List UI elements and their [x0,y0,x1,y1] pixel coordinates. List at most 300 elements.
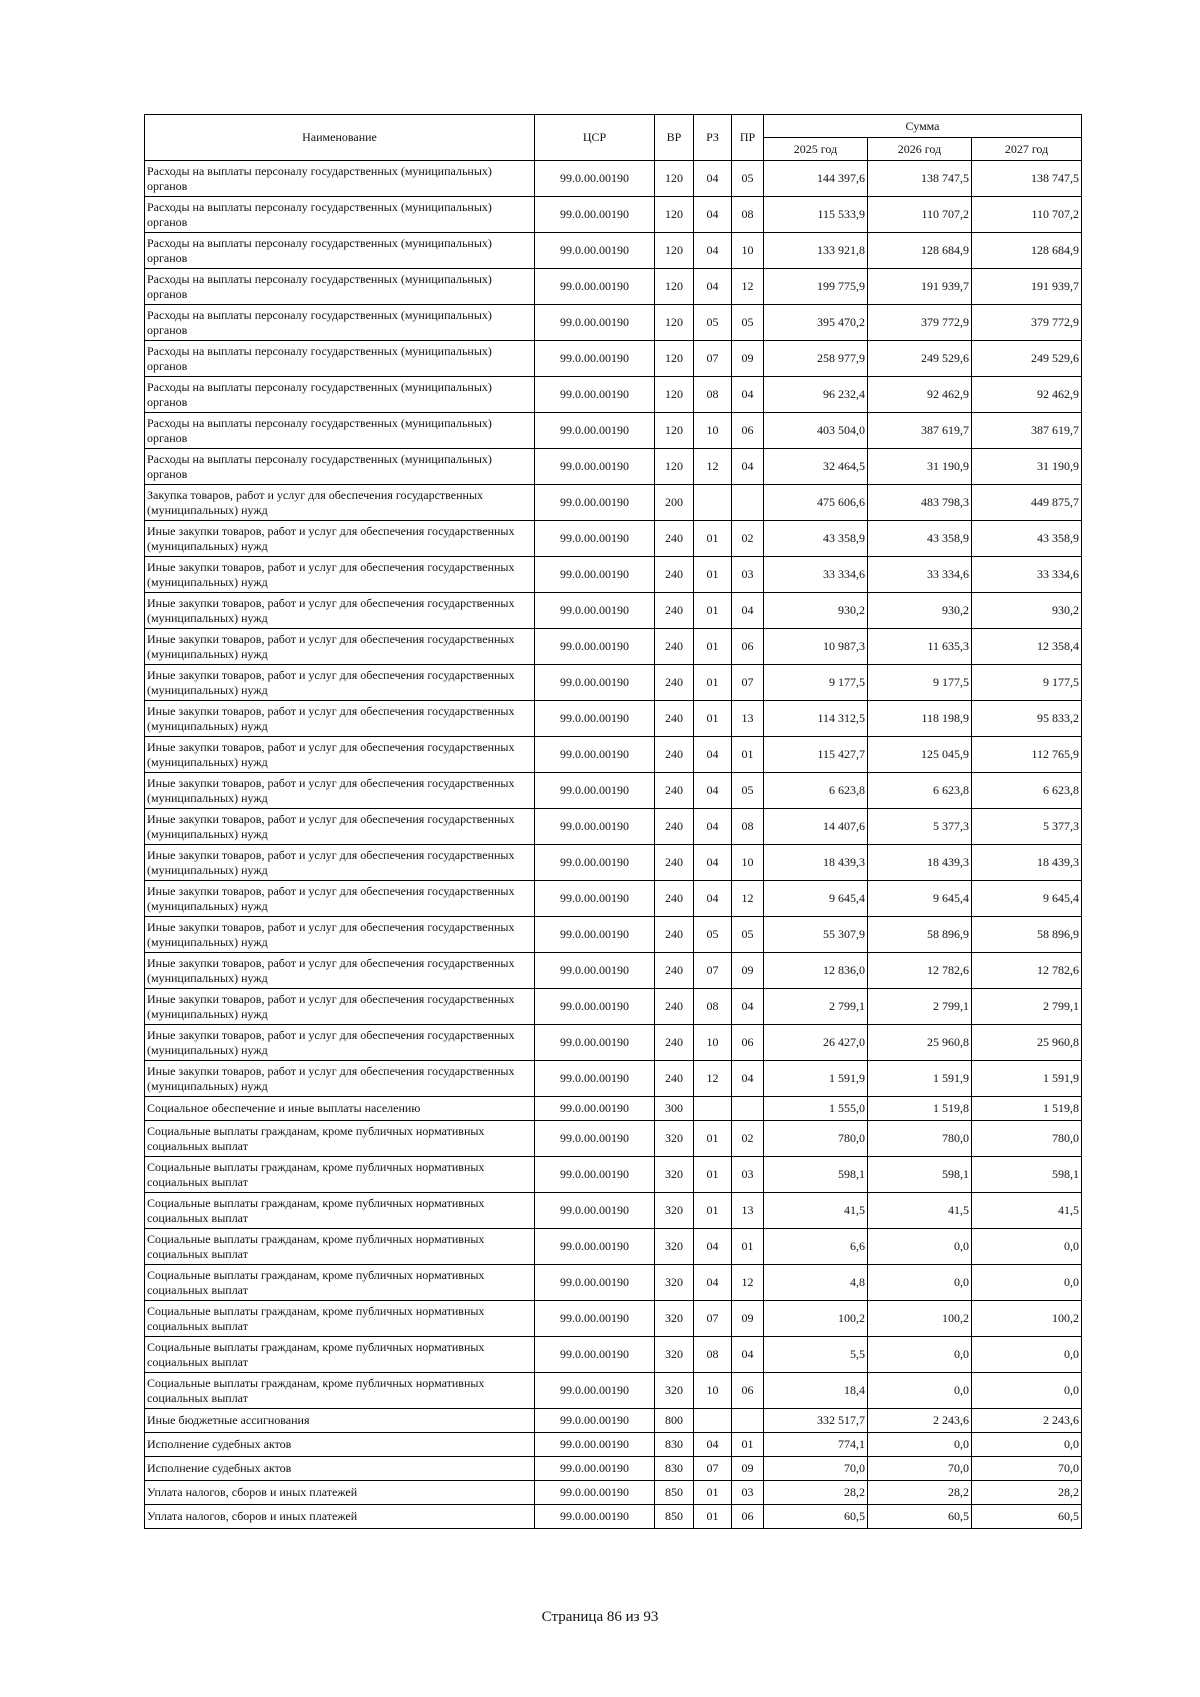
cell-2025: 114 312,5 [764,701,868,737]
cell-pr: 04 [732,593,764,629]
table-row [145,413,1082,449]
cell-2027: 100,2 [972,1301,1082,1337]
cell-2025: 133 921,8 [764,233,868,269]
cell-name: Расходы на выплаты персоналу государственных (муниципальных) органов [145,341,535,377]
cell-2026: 483 798,3 [868,485,972,521]
cell-csr: 99.0.00.00190 [535,953,655,989]
cell-name: Уплата налогов, сборов и иных платежей [145,1505,535,1529]
cell-rz: 01 [694,593,732,629]
cell-name: Иные закупки товаров, работ и услуг для обеспечения государственных (муниципальных) нужд [145,701,535,737]
cell-csr: 99.0.00.00190 [535,1505,655,1529]
cell-2025: 60,5 [764,1505,868,1529]
table-row [145,917,1082,953]
cell-2026: 5 377,3 [868,809,972,845]
cell-2027: 930,2 [972,593,1082,629]
cell-2026: 191 939,7 [868,269,972,305]
cell-2026: 18 439,3 [868,845,972,881]
cell-rz: 10 [694,413,732,449]
cell-2026: 138 747,5 [868,161,972,197]
table-row [145,665,1082,701]
cell-name: Иные закупки товаров, работ и услуг для обеспечения государственных (муниципальных) нужд [145,809,535,845]
cell-pr: 05 [732,305,764,341]
cell-csr: 99.0.00.00190 [535,1265,655,1301]
cell-csr: 99.0.00.00190 [535,1025,655,1061]
table-header [145,115,1082,161]
cell-vr: 240 [655,737,694,773]
cell-name: Расходы на выплаты персоналу государственных (муниципальных) органов [145,197,535,233]
cell-name: Социальное обеспечение и иные выплаты населению [145,1097,535,1121]
cell-csr: 99.0.00.00190 [535,161,655,197]
table-row [145,593,1082,629]
cell-name: Иные закупки товаров, работ и услуг для обеспечения государственных (муниципальных) нужд [145,845,535,881]
cell-2025: 32 464,5 [764,449,868,485]
table-row [145,1157,1082,1193]
cell-2027: 138 747,5 [972,161,1082,197]
cell-2026: 58 896,9 [868,917,972,953]
cell-csr: 99.0.00.00190 [535,1157,655,1193]
cell-pr: 05 [732,917,764,953]
cell-2026: 43 358,9 [868,521,972,557]
cell-2027: 1 519,8 [972,1097,1082,1121]
cell-2026: 780,0 [868,1121,972,1157]
cell-2026: 598,1 [868,1157,972,1193]
cell-2025: 115 427,7 [764,737,868,773]
cell-csr: 99.0.00.00190 [535,413,655,449]
cell-rz: 04 [694,269,732,305]
table-row [145,1337,1082,1373]
cell-2025: 18 439,3 [764,845,868,881]
table-row [145,845,1082,881]
cell-vr: 320 [655,1121,694,1157]
table-row [145,773,1082,809]
cell-csr: 99.0.00.00190 [535,1457,655,1481]
cell-2027: 9 645,4 [972,881,1082,917]
cell-2025: 6,6 [764,1229,868,1265]
table-row [145,1097,1082,1121]
cell-2026: 128 684,9 [868,233,972,269]
cell-2027: 18 439,3 [972,845,1082,881]
cell-vr: 120 [655,413,694,449]
cell-vr: 320 [655,1193,694,1229]
cell-rz: 10 [694,1025,732,1061]
cell-name: Иные закупки товаров, работ и услуг для обеспечения государственных (муниципальных) нужд [145,593,535,629]
header-year-2027: 2027 год [972,138,1082,161]
cell-rz: 10 [694,1373,732,1409]
cell-2025: 403 504,0 [764,413,868,449]
cell-2027: 6 623,8 [972,773,1082,809]
cell-2027: 780,0 [972,1121,1082,1157]
cell-rz: 05 [694,917,732,953]
cell-csr: 99.0.00.00190 [535,1121,655,1157]
cell-2025: 780,0 [764,1121,868,1157]
cell-pr: 10 [732,233,764,269]
cell-vr: 240 [655,629,694,665]
cell-pr: 02 [732,1121,764,1157]
cell-pr: 04 [732,989,764,1025]
cell-pr: 07 [732,665,764,701]
cell-name: Социальные выплаты гражданам, кроме публичных нормативных социальных выплат [145,1157,535,1193]
cell-2026: 2 799,1 [868,989,972,1025]
cell-csr: 99.0.00.00190 [535,773,655,809]
cell-name: Иные закупки товаров, работ и услуг для обеспечения государственных (муниципальных) нужд [145,737,535,773]
cell-2026: 930,2 [868,593,972,629]
cell-rz: 04 [694,161,732,197]
cell-name: Исполнение судебных актов [145,1457,535,1481]
cell-pr: 04 [732,1337,764,1373]
cell-csr: 99.0.00.00190 [535,557,655,593]
cell-2026: 0,0 [868,1433,972,1457]
cell-2026: 60,5 [868,1505,972,1529]
cell-2027: 60,5 [972,1505,1082,1529]
table-row [145,449,1082,485]
cell-csr: 99.0.00.00190 [535,485,655,521]
cell-name: Иные закупки товаров, работ и услуг для обеспечения государственных (муниципальных) нужд [145,881,535,917]
cell-vr: 240 [655,809,694,845]
cell-name: Иные закупки товаров, работ и услуг для обеспечения государственных (муниципальных) нужд [145,953,535,989]
cell-vr: 320 [655,1337,694,1373]
cell-2025: 41,5 [764,1193,868,1229]
cell-rz: 01 [694,1505,732,1529]
cell-csr: 99.0.00.00190 [535,305,655,341]
cell-2026: 9 645,4 [868,881,972,917]
cell-2027: 0,0 [972,1433,1082,1457]
table-row [145,989,1082,1025]
cell-vr: 320 [655,1229,694,1265]
table-row [145,1481,1082,1505]
header-year-2026: 2026 год [868,138,972,161]
cell-2026: 379 772,9 [868,305,972,341]
cell-csr: 99.0.00.00190 [535,1193,655,1229]
table-row [145,521,1082,557]
cell-name: Расходы на выплаты персоналу государственных (муниципальных) органов [145,233,535,269]
cell-vr: 120 [655,341,694,377]
cell-pr: 03 [732,1157,764,1193]
cell-pr: 06 [732,1025,764,1061]
cell-pr: 03 [732,1481,764,1505]
cell-vr: 120 [655,161,694,197]
cell-vr: 240 [655,701,694,737]
table-row [145,953,1082,989]
cell-2027: 2 799,1 [972,989,1082,1025]
cell-name: Иные закупки товаров, работ и услуг для обеспечения государственных (муниципальных) нужд [145,917,535,953]
cell-name: Иные бюджетные ассигнования [145,1409,535,1433]
table-row [145,485,1082,521]
cell-vr: 120 [655,377,694,413]
cell-2025: 70,0 [764,1457,868,1481]
cell-rz: 12 [694,1061,732,1097]
cell-name: Социальные выплаты гражданам, кроме публичных нормативных социальных выплат [145,1373,535,1409]
cell-2025: 9 177,5 [764,665,868,701]
cell-csr: 99.0.00.00190 [535,665,655,701]
cell-2025: 4,8 [764,1265,868,1301]
cell-name: Иные закупки товаров, работ и услуг для обеспечения государственных (муниципальных) нужд [145,665,535,701]
cell-pr: 08 [732,197,764,233]
cell-2026: 1 591,9 [868,1061,972,1097]
cell-vr: 850 [655,1505,694,1529]
cell-csr: 99.0.00.00190 [535,1229,655,1265]
cell-pr: 04 [732,449,764,485]
cell-pr: 08 [732,809,764,845]
cell-vr: 240 [655,917,694,953]
cell-2027: 31 190,9 [972,449,1082,485]
cell-csr: 99.0.00.00190 [535,1337,655,1373]
table-row [145,1229,1082,1265]
cell-pr [732,1409,764,1433]
cell-2026: 6 623,8 [868,773,972,809]
cell-name: Расходы на выплаты персоналу государственных (муниципальных) органов [145,305,535,341]
cell-vr: 120 [655,269,694,305]
table-row [145,1373,1082,1409]
cell-name: Социальные выплаты гражданам, кроме публичных нормативных социальных выплат [145,1121,535,1157]
cell-2027: 95 833,2 [972,701,1082,737]
cell-vr: 120 [655,233,694,269]
cell-2026: 100,2 [868,1301,972,1337]
cell-2025: 475 606,6 [764,485,868,521]
cell-2027: 249 529,6 [972,341,1082,377]
cell-csr: 99.0.00.00190 [535,269,655,305]
cell-2026: 9 177,5 [868,665,972,701]
cell-vr: 120 [655,449,694,485]
cell-name: Иные закупки товаров, работ и услуг для обеспечения государственных (муниципальных) нужд [145,989,535,1025]
cell-rz: 07 [694,1457,732,1481]
cell-csr: 99.0.00.00190 [535,917,655,953]
cell-csr: 99.0.00.00190 [535,341,655,377]
cell-csr: 99.0.00.00190 [535,1409,655,1433]
cell-csr: 99.0.00.00190 [535,1097,655,1121]
table-body [145,161,1082,1529]
table-row [145,1193,1082,1229]
cell-rz: 04 [694,1265,732,1301]
cell-csr: 99.0.00.00190 [535,881,655,917]
cell-2026: 31 190,9 [868,449,972,485]
cell-2025: 18,4 [764,1373,868,1409]
cell-vr: 320 [655,1301,694,1337]
cell-csr: 99.0.00.00190 [535,197,655,233]
cell-name: Социальные выплаты гражданам, кроме публичных нормативных социальных выплат [145,1337,535,1373]
cell-2027: 33 334,6 [972,557,1082,593]
cell-2027: 598,1 [972,1157,1082,1193]
cell-rz: 01 [694,521,732,557]
cell-csr: 99.0.00.00190 [535,1301,655,1337]
cell-2027: 28,2 [972,1481,1082,1505]
cell-pr: 06 [732,629,764,665]
cell-2025: 332 517,7 [764,1409,868,1433]
cell-vr: 240 [655,557,694,593]
cell-rz: 01 [694,557,732,593]
cell-rz: 07 [694,953,732,989]
cell-name: Расходы на выплаты персоналу государственных (муниципальных) органов [145,449,535,485]
cell-csr: 99.0.00.00190 [535,593,655,629]
cell-vr: 240 [655,593,694,629]
cell-rz: 07 [694,1301,732,1337]
table-row [145,881,1082,917]
header-rz: РЗ [694,115,732,161]
cell-2027: 12 782,6 [972,953,1082,989]
cell-2027: 191 939,7 [972,269,1082,305]
cell-2025: 774,1 [764,1433,868,1457]
budget-table-container [144,114,1081,1529]
cell-rz: 04 [694,773,732,809]
cell-vr: 120 [655,197,694,233]
cell-vr: 240 [655,773,694,809]
cell-csr: 99.0.00.00190 [535,1061,655,1097]
cell-name: Уплата налогов, сборов и иных платежей [145,1481,535,1505]
cell-name: Закупка товаров, работ и услуг для обеспечения государственных (муниципальных) нужд [145,485,535,521]
cell-2027: 0,0 [972,1229,1082,1265]
cell-rz: 04 [694,809,732,845]
cell-rz [694,1409,732,1433]
cell-2026: 70,0 [868,1457,972,1481]
cell-pr: 09 [732,1301,764,1337]
cell-2025: 199 775,9 [764,269,868,305]
cell-2026: 25 960,8 [868,1025,972,1061]
cell-rz: 01 [694,1193,732,1229]
table-row [145,1433,1082,1457]
cell-2025: 395 470,2 [764,305,868,341]
cell-name: Социальные выплаты гражданам, кроме публичных нормативных социальных выплат [145,1265,535,1301]
table-row [145,557,1082,593]
cell-2027: 379 772,9 [972,305,1082,341]
cell-2027: 449 875,7 [972,485,1082,521]
cell-name: Иные закупки товаров, работ и услуг для обеспечения государственных (муниципальных) нужд [145,629,535,665]
cell-2027: 70,0 [972,1457,1082,1481]
cell-pr: 02 [732,521,764,557]
cell-2027: 9 177,5 [972,665,1082,701]
cell-rz: 01 [694,665,732,701]
cell-pr: 01 [732,1433,764,1457]
cell-vr: 830 [655,1433,694,1457]
cell-csr: 99.0.00.00190 [535,521,655,557]
cell-2027: 1 591,9 [972,1061,1082,1097]
cell-pr: 10 [732,845,764,881]
cell-2027: 12 358,4 [972,629,1082,665]
cell-vr: 240 [655,1061,694,1097]
cell-csr: 99.0.00.00190 [535,701,655,737]
cell-vr: 320 [655,1157,694,1193]
header-pr: ПР [732,115,764,161]
table-row [145,305,1082,341]
cell-name: Иные закупки товаров, работ и услуг для обеспечения государственных (муниципальных) нужд [145,521,535,557]
header-name: Наименование [145,115,535,161]
cell-csr: 99.0.00.00190 [535,989,655,1025]
cell-2025: 5,5 [764,1337,868,1373]
cell-pr: 01 [732,1229,764,1265]
table-row [145,737,1082,773]
table-row [145,1409,1082,1433]
cell-pr: 06 [732,413,764,449]
cell-vr: 240 [655,989,694,1025]
cell-name: Расходы на выплаты персоналу государственных (муниципальных) органов [145,377,535,413]
table-row [145,377,1082,413]
cell-2025: 28,2 [764,1481,868,1505]
cell-2025: 2 799,1 [764,989,868,1025]
cell-pr: 05 [732,161,764,197]
cell-name: Расходы на выплаты персоналу государственных (муниципальных) органов [145,269,535,305]
cell-name: Иные закупки товаров, работ и услуг для обеспечения государственных (муниципальных) нужд [145,773,535,809]
table-row [145,161,1082,197]
cell-rz: 08 [694,989,732,1025]
cell-2025: 96 232,4 [764,377,868,413]
table-row [145,197,1082,233]
cell-2027: 92 462,9 [972,377,1082,413]
cell-vr: 240 [655,1025,694,1061]
cell-rz: 01 [694,629,732,665]
cell-pr: 06 [732,1505,764,1529]
cell-pr: 06 [732,1373,764,1409]
cell-vr: 320 [655,1373,694,1409]
cell-2025: 10 987,3 [764,629,868,665]
cell-rz: 04 [694,1229,732,1265]
cell-vr: 240 [655,665,694,701]
cell-vr: 120 [655,305,694,341]
cell-2025: 598,1 [764,1157,868,1193]
table-row [145,233,1082,269]
cell-rz: 07 [694,341,732,377]
cell-2027: 2 243,6 [972,1409,1082,1433]
cell-rz: 04 [694,845,732,881]
table-row [145,341,1082,377]
cell-2025: 144 397,6 [764,161,868,197]
cell-2026: 0,0 [868,1265,972,1301]
cell-2027: 41,5 [972,1193,1082,1229]
cell-pr: 09 [732,1457,764,1481]
page-number: Страница 86 из 93 [541,1609,659,1625]
cell-rz: 01 [694,1121,732,1157]
cell-rz: 08 [694,1337,732,1373]
cell-rz: 01 [694,701,732,737]
cell-pr: 12 [732,881,764,917]
cell-2025: 12 836,0 [764,953,868,989]
cell-2026: 28,2 [868,1481,972,1505]
cell-csr: 99.0.00.00190 [535,1481,655,1505]
cell-2026: 0,0 [868,1373,972,1409]
cell-2027: 387 619,7 [972,413,1082,449]
cell-vr: 240 [655,881,694,917]
cell-vr: 320 [655,1265,694,1301]
cell-2027: 5 377,3 [972,809,1082,845]
cell-name: Расходы на выплаты персоналу государственных (муниципальных) органов [145,161,535,197]
cell-vr: 300 [655,1097,694,1121]
cell-2027: 0,0 [972,1265,1082,1301]
cell-vr: 850 [655,1481,694,1505]
cell-name: Иные закупки товаров, работ и услуг для обеспечения государственных (муниципальных) нужд [145,557,535,593]
cell-name: Социальные выплаты гражданам, кроме публичных нормативных социальных выплат [145,1193,535,1229]
cell-2027: 0,0 [972,1373,1082,1409]
header-vr: ВР [655,115,694,161]
table-row [145,269,1082,305]
cell-2026: 249 529,6 [868,341,972,377]
table-row [145,1505,1082,1529]
cell-pr: 13 [732,701,764,737]
cell-2026: 11 635,3 [868,629,972,665]
cell-rz: 04 [694,881,732,917]
table-row [145,809,1082,845]
cell-2027: 0,0 [972,1337,1082,1373]
cell-rz [694,485,732,521]
header-sum: Сумма [764,115,1082,138]
cell-name: Иные закупки товаров, работ и услуг для обеспечения государственных (муниципальных) нужд [145,1061,535,1097]
cell-rz: 04 [694,197,732,233]
cell-2026: 12 782,6 [868,953,972,989]
cell-rz: 04 [694,737,732,773]
cell-pr: 12 [732,1265,764,1301]
cell-2025: 1 555,0 [764,1097,868,1121]
cell-2027: 110 707,2 [972,197,1082,233]
table-row [145,1121,1082,1157]
cell-pr: 05 [732,773,764,809]
cell-pr: 09 [732,341,764,377]
cell-csr: 99.0.00.00190 [535,449,655,485]
